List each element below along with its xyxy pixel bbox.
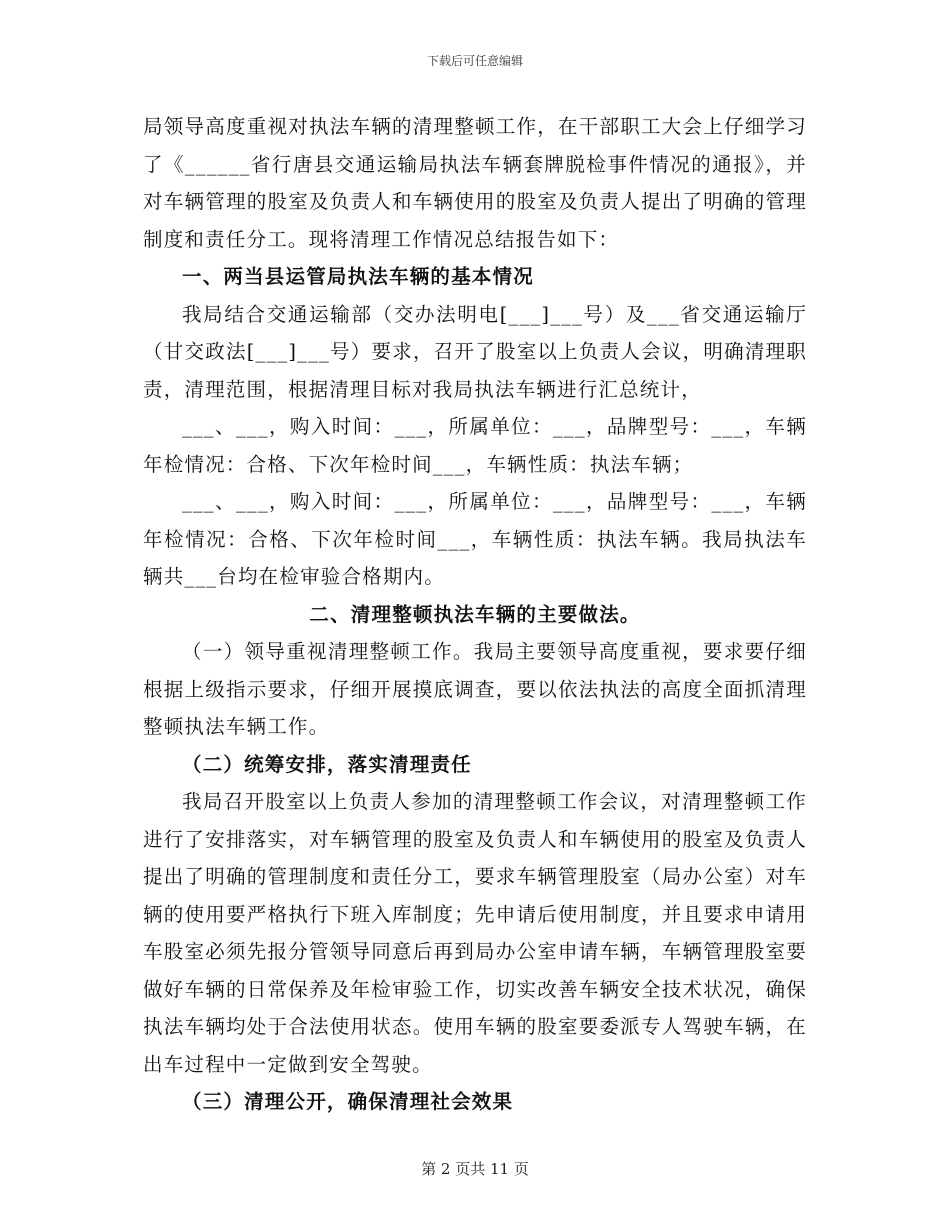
subsection-heading-2: （二）统筹安排，落实清理责任	[182, 752, 472, 776]
vehicle-record-2: ___、___，购入时间：___，所属单位：___，品牌型号：___，车辆年检情况：合格、下次年检时间___，车辆性质：执法车辆。我局执法车辆共___台均在检审验合格期内。	[143, 490, 807, 588]
document-body	[143, 108, 807, 1121]
page-number-footer: 第 2 页共 11 页	[421, 1160, 529, 1178]
body-paragraph: 我局召开股室以上负责人参加的清理整顿工作会议，对清理整顿工作进行了安排落实，对车辆管理的股室及负责人和车辆使用的股室及负责人提出了明确的管理制度和责任分工，要求车辆管理股室（局办公室）对车辆的使用要严格执行下班入库制度；先申请后使用制度，并且要求申请用车股室必须先报分管领导同意后再到局办公室申请车辆，车辆管理股室要做好车辆的日常保养及年检审验工作，切实改善车辆安全技术状况，确保执法车辆均处于合法使用状态。使用车辆的股室要委派专人驾驶车辆，在出车过程中一定做到安全驾驶。	[143, 790, 807, 1076]
body-paragraph: 我局结合交通运输部（交办法明电[___]___号）及___省交通运输厅（甘交政法[___]___号）要求，召开了股室以上负责人会议，明确清理职责，清理范围，根据清理目标对我局执法车辆进行汇总统计，	[143, 302, 807, 401]
intro-paragraph: 局领导高度重视对执法车辆的清理整顿工作，在干部职工大会上仔细学习了《______省行唐县交通运输局执法车辆套牌脱检事件情况的通报》，并对车辆管理的股室及负责人和车辆使用的股室及负责人提出了明确的管理制度和责任分工。现将清理工作情况总结报告如下：	[143, 115, 807, 251]
body-paragraph: （一）领导重视清理整顿工作。我局主要领导高度重视，要求要仔细根据上级指示要求，仔细开展摸底调查，要以依法执法的高度全面抓清理整顿执法车辆工作。	[143, 640, 807, 738]
page-header-note: 下载后可任意编辑	[426, 54, 523, 68]
vehicle-record-1: ___、___，购入时间：___，所属单位：___，品牌型号：___，车辆年检情况：合格、下次年检时间___，车辆性质：执法车辆；	[143, 415, 807, 476]
section-heading-2: 二、清理整顿执法车辆的主要做法。	[309, 602, 641, 626]
subsection-heading-3: （三）清理公开，确保清理社会效果	[182, 1090, 514, 1113]
section-heading-1: 一、两当县运管局执法车辆的基本情况	[182, 265, 534, 288]
